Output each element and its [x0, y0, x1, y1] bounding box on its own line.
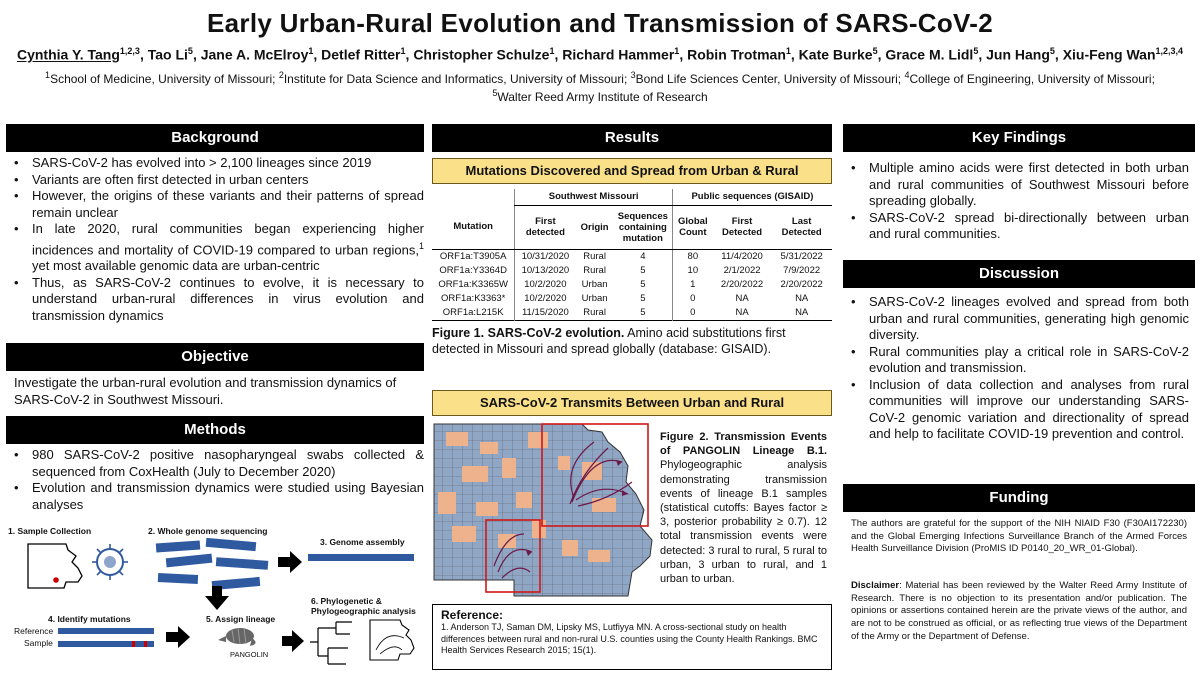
list-item: • However, the origins of these variants and their patterns of spread remain unclear: [6, 188, 424, 221]
middle-column: [432, 124, 832, 672]
author-name: Richard Hammer: [562, 46, 675, 63]
column-header: Global Count: [672, 205, 712, 249]
virus-icon: [92, 544, 128, 580]
affiliation: Bond Life Sciences Center, University of Missouri;: [635, 71, 902, 86]
author-name: Cynthia Y. Tang: [16, 46, 120, 63]
affiliation: Institute for Data Science and Informatics, University of Missouri;: [283, 71, 628, 86]
step-label: 3. Genome assembly: [320, 537, 405, 547]
funding-text: The authors are grateful for the support of the NIH NIAID F30 (F30AI172230) and the Global Emerging Infections Surveillance Branch of the Armed Forces Health Surveillance Division (ProMIS ID P0140_20_WR_01-Global).: [851, 518, 1187, 555]
phylogenetic-tree-icon: [310, 622, 352, 664]
discussion-heading: Discussion: [843, 260, 1195, 288]
list-item: • Rural communities play a critical role in SARS-CoV-2 evolution and transmission.: [843, 344, 1189, 377]
reference-sequence-bar: [58, 628, 154, 634]
background-heading: Background: [6, 124, 424, 152]
methods-heading: Methods: [6, 416, 424, 444]
list-item: • 980 SARS-CoV-2 positive nasopharyngeal swabs collected & sequenced from CoxHealth (July to December 2020): [6, 447, 424, 480]
column-header: Sequences containing mutation: [614, 205, 673, 249]
pangolin-icon: [218, 628, 256, 646]
author-list: Cynthia Y. Tang$^{1,2,3}$, Tao Li$^5$, Jane A. McElroy$^1$, Detlef Ritter$^1$, Christopher Schulze$^1$, Richard Hammer$^1$, Robin Trotman$^1$, Kate Burke$^5$, Grace M. Lidl$^5$, Jun Hang$^5$, Xiu-Feng Wan$^{1,2,3,4}$: [16, 46, 1184, 63]
sample-location-dot: [53, 577, 59, 583]
right-column: [843, 124, 1195, 672]
reference-text: 1. Anderson TJ, Saman DM, Lipsky MS, Lutfiyya MN. A cross-sectional study on health differences between rural and non-rural U.S. counties using the County Health Rankings. BMC Health Services Research 2015; 15(1).: [441, 622, 818, 655]
sequencing-reads-icon: [156, 538, 269, 590]
step-label: 4. Identify mutations: [48, 614, 131, 624]
author-name: Jun Hang: [986, 46, 1050, 63]
affiliations: $^1$School of Medicine, University of Missouri; $^2$Institute for Data Science and Informatics, University of Missouri; $^3$Bond Life Sciences Center, University of Missouri; $^4$College of Engineering, University of Missouri; $^5$Walter Reed Army Institute of Research: [45, 69, 1155, 104]
results-heading: Results: [432, 124, 832, 152]
author-name: Jane A. McElroy: [200, 46, 309, 63]
affiliation: Walter Reed Army Institute of Research: [497, 89, 708, 104]
list-item: • In late 2020, rural communities began experiencing higher incidences and mortality of COVID-19 compared to urban regions,$^1$ yet most available genomic data are urban-centric: [6, 221, 424, 275]
table-row: ORF1a:Y3364D 10/13/2020 Rural 5 10 2/1/2022 7/9/2022: [439, 265, 821, 276]
missouri-county-map: [434, 424, 652, 596]
map-title: SARS-CoV-2 Transmits Between Urban and Rural: [432, 390, 832, 416]
table-group-header: Public sequences (GISAID): [672, 189, 832, 205]
step-label: 1. Sample Collection: [8, 526, 92, 536]
pangolin-label: PANGOLIN: [230, 650, 269, 659]
sample-label: Sample: [24, 638, 53, 648]
discussion-list: [843, 294, 1195, 443]
mutation-mark: [144, 641, 147, 647]
list-item: • Variants are often first detected in urban centers: [6, 172, 424, 189]
table-row: ORF1a:T3905A 10/31/2020 Rural 4 80 11/4/2020 5/31/2022: [439, 251, 823, 262]
mutation-mark: [132, 641, 135, 647]
table-row: ORF1a:K3365W 10/2/2020 Urban 5 1 2/20/2022 2/20/2022: [438, 279, 823, 290]
step-label: 2. Whole genome sequencing: [148, 526, 268, 536]
objective-text: Investigate the urban-rural evolution and transmission dynamics of SARS-CoV-2 in Southwest Missouri.: [14, 375, 397, 407]
sample-sequence-bar: [58, 641, 154, 647]
arrow-down-icon: [205, 586, 229, 610]
assembled-genome-icon: [308, 554, 414, 561]
column-header: Last Detected: [771, 205, 832, 249]
figure-1-caption: Figure 1. SARS-CoV-2 evolution. Amino acid substitutions first detected in Missouri and spread globally (database: GISAID).: [432, 325, 786, 356]
mutations-table-title: Mutations Discovered and Spread from Urban & Rural: [432, 158, 832, 184]
author-name: Detlef Ritter: [321, 46, 401, 63]
step-label: 5. Assign lineage: [206, 614, 276, 624]
list-item: • Thus, as SARS-CoV-2 continues to evolve, it is necessary to understand urban-rural differences in virus evolution and transmission dynamics: [6, 275, 424, 325]
author-name: Tao Li: [147, 46, 188, 63]
reference-heading: Reference:: [441, 608, 504, 622]
phylogeographic-map-icon: [370, 620, 414, 660]
list-item: • SARS-CoV-2 lineages evolved and spread from both urban and rural communities, generating high genomic diversity.: [843, 294, 1189, 344]
table-group-header: Southwest Missouri: [515, 189, 673, 205]
column-header: Origin: [575, 205, 613, 249]
column-header: First detected: [515, 205, 576, 249]
methods-flow-graphics: [6, 524, 424, 672]
list-item: • SARS-CoV-2 spread bi-directionally between urban and rural communities.: [843, 210, 1189, 243]
column-header: Mutation: [432, 205, 515, 249]
methods-flow-diagram: [6, 524, 424, 672]
affiliation: School of Medicine, University of Missouri;: [50, 71, 276, 86]
table-row: ORF1a:K3363* 10/2/2020 Urban 5 0 NA NA: [440, 293, 809, 304]
poster-header: [0, 0, 1200, 118]
arrow-right-icon: [282, 630, 304, 652]
key-findings-list: [843, 160, 1195, 243]
list-item: • Inclusion of data collection and analyses from rural communities will improve our understanding SARS-CoV-2 genomic variation and directionality of spread and help to facilitate COVID-19 prevention and control.: [843, 377, 1189, 443]
arrow-right-icon: [278, 551, 302, 573]
left-column: [6, 124, 424, 672]
list-item: • Multiple amino acids were first detected in both urban and rural communities of Southwest Missouri before spreading globally.: [843, 160, 1189, 210]
affiliation: College of Engineering, University of Missouri;: [909, 71, 1155, 86]
mutations-table: [432, 189, 832, 321]
step-label: Phylogeographic analysis: [311, 606, 416, 616]
step-label: 6. Phylogenetic &: [311, 596, 382, 606]
reference-label: Reference: [14, 626, 54, 636]
list-item: • Evolution and transmission dynamics were studied using Bayesian analyses: [6, 480, 424, 513]
reference-box: [432, 604, 832, 670]
funding-heading: Funding: [843, 484, 1195, 512]
objective-heading: Objective: [6, 343, 424, 371]
key-findings-heading: Key Findings: [843, 124, 1195, 152]
poster-title: Early Urban-Rural Evolution and Transmission of SARS-CoV-2: [207, 8, 993, 38]
author-name: Grace M. Lidl: [885, 46, 974, 63]
column-header: First Detected: [713, 205, 772, 249]
disclaimer-text: Disclaimer: Material has been reviewed by the Walter Reed Army Institute of Research. There is no objection to its presentation and/or publication. The opinions or assertions contained herein are the private views of the author, and are not to be construed as official, or as reflecting true views of the Department of the Army or the Department of Defense.: [851, 580, 1187, 642]
background-list: [6, 155, 424, 324]
missouri-transmission-map: [432, 422, 658, 598]
figure-2-caption: Figure 2. Transmission Events of PANGOLIN Lineage B.1. Phylogeographic analysis demonstrating transmission events of lineage B.1 samples (statistical cutoffs: Bayes factor ≥ 3, posterior probability ≥ 0.7). 12 total transmission events were detected: 3 rural to rural, 5 rural to urban, 3 urban to rural, and 1 urban to urban.: [660, 431, 827, 586]
arrow-right-icon: [166, 626, 190, 648]
list-item: • SARS-CoV-2 has evolved into > 2,100 lineages since 2019: [6, 155, 424, 172]
methods-list: [6, 447, 424, 513]
table-row: ORF1a:L215K 11/15/2020 Rural 5 0 NA NA: [432, 306, 832, 321]
author-name: Xiu-Feng Wan: [1062, 46, 1156, 63]
author-name: Christopher Schulze: [413, 46, 550, 63]
author-name: Kate Burke: [798, 46, 873, 63]
author-name: Robin Trotman: [687, 46, 786, 63]
